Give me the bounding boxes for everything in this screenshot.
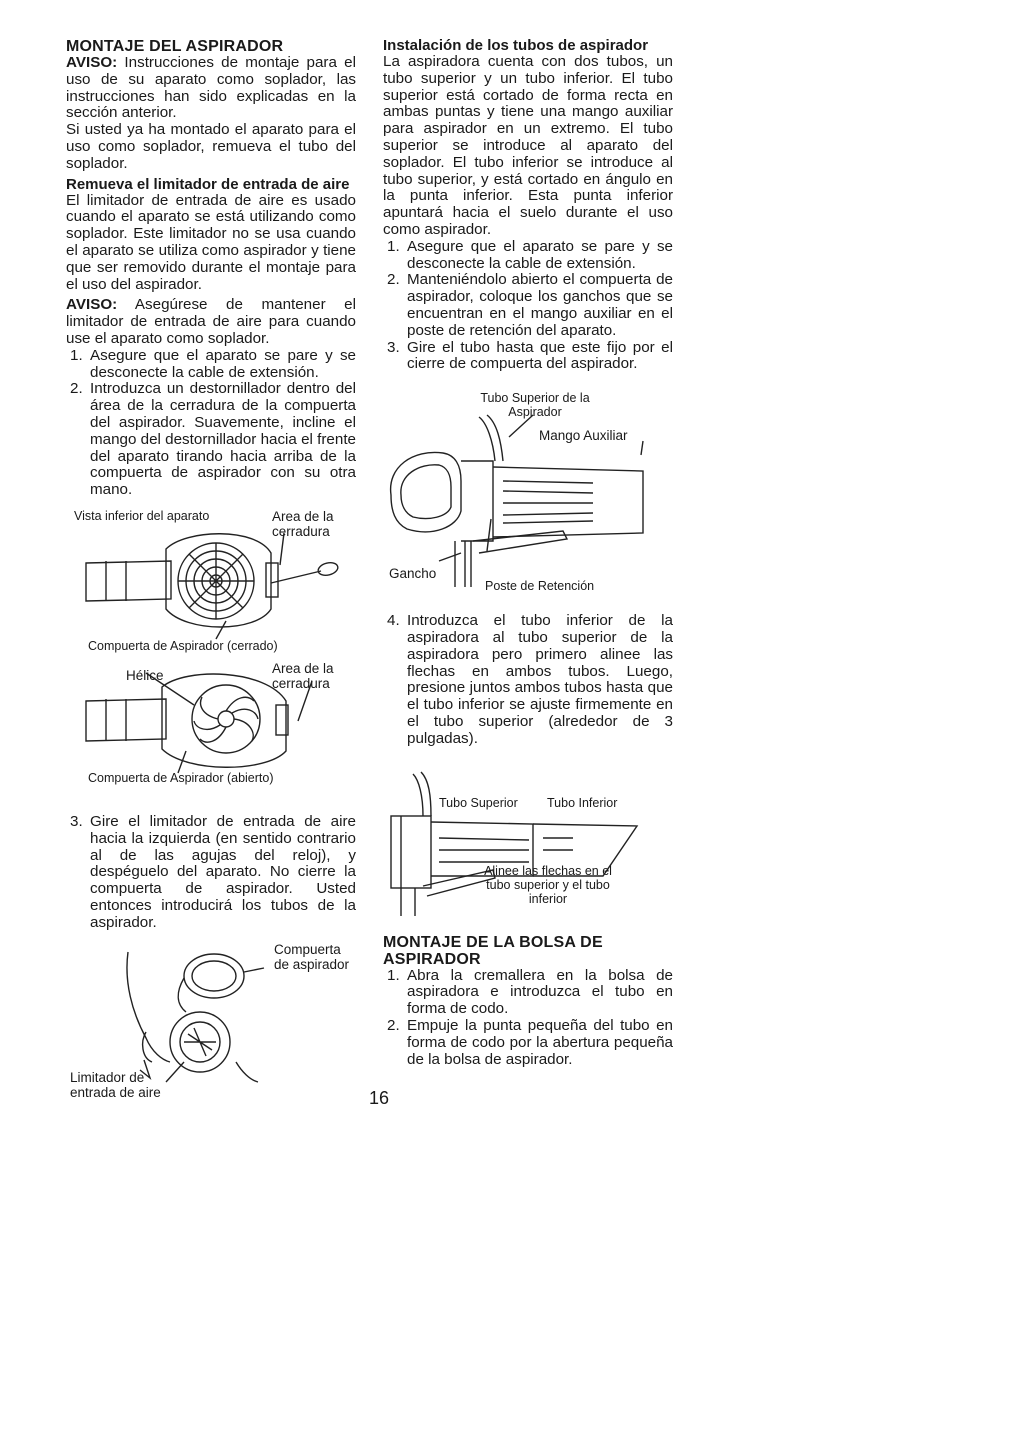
figure-label-tubo-superior: Tubo Superior de la Aspirador xyxy=(480,391,590,420)
right-column xyxy=(383,38,673,1068)
aviso-paragraph-1 xyxy=(66,55,356,122)
list-item: 2. Introduzca un destornillador dentro del área de la cerradura de la compuerta del aspirador. Suavemente, incline el mango del destornillador hacia el frente del aparato tirando hacia arriba de la compuerta de aspirador con su otra mano. xyxy=(70,380,356,499)
aviso-label: AVISO: xyxy=(66,54,118,71)
aviso-label: AVISO: xyxy=(66,296,118,314)
figure-limitador xyxy=(66,942,356,1102)
tubo-superior-illustration xyxy=(383,391,673,587)
figure-caption: Compuerta de Aspirador (abierto) xyxy=(88,770,274,785)
aviso-text: Asegúrese de mantener el limitador de entrada de aire para cuando use el aparato como soplador. xyxy=(66,296,356,347)
figure-compuerta-cerrado xyxy=(66,509,356,657)
list-item: 2. Empuje la punta pequeña del tubo en forma de codo por la abertura pequeña de la bolsa de aspirador. xyxy=(387,1016,673,1068)
section-title-montaje: MONTAJE DEL ASPIRADOR xyxy=(66,38,284,55)
steps-list-right-2 xyxy=(383,613,673,747)
figure-tubo-superior xyxy=(383,391,673,594)
figure-label-flechas: Alinee las flechas en el tubo superior y el tubo inferior xyxy=(484,863,612,906)
list-item: 2. Manteniéndolo abierto el compuerta de aspirador, coloque los ganchos que se encuentran en el mango auxiliar en el poste de retención del aparato. xyxy=(387,271,673,339)
left-column xyxy=(66,38,356,1102)
figure-compuerta-abierto xyxy=(66,661,356,786)
subtitle-remueva-limitador: Remueva el limitador de entrada de aire xyxy=(66,175,350,193)
figure-caption: Compuerta de Aspirador (cerrado) xyxy=(88,638,278,653)
steps-list-right xyxy=(383,239,673,373)
figure-label-vista: Vista inferior del aparato xyxy=(74,508,210,523)
aviso-paragraph-2 xyxy=(66,297,356,347)
figure-alinear-tubos xyxy=(383,766,673,916)
list-item: 4. Introduzca el tubo inferior de la aspiradora al tubo superior de la aspiradora pero primero alinee las flechas en ambos tubos. Luego, presione juntos ambos tubos hasta que el tubo inferior se ajuste firmemente en el tubo superior (alrededor de 3 pulgadas). xyxy=(387,612,673,747)
list-item: 1. Asegure que el aparato se pare y se desconecte la cable de extensión. xyxy=(387,237,673,272)
figure-label-gancho: Gancho xyxy=(389,566,437,582)
figure-label-mango: Mango Auxiliar xyxy=(539,428,628,444)
figure-label-limitador: Limitador de entrada de aire xyxy=(70,1069,161,1100)
figure-label-compuerta: Compuerta de aspirador xyxy=(274,941,350,972)
paragraph-tubos: La aspiradora cuenta con dos tubos, un tubo superior y un tubo inferior. El tubo superior está cortado de forma recta en ambas puntas y tiene una mango auxiliar para aspirador en un extremo. El tubo superior se introduce al aparato del soplador. El tubo inferior se introduce al tubo superior, y está cortado en ángulo en la punta inferior. Esta punta inferior apuntará hacia el suelo durante el uso como aspirador. xyxy=(383,53,673,238)
paragraph-limitador: El limitador de entrada de aire es usado cuando el aparato se está utilizando como soplador. Este limitador no se usa cuando el aparato se utiliza como aspirador y tiene que ser removido durante el montaje para el uso del aspirador. xyxy=(66,191,356,293)
steps-list-left-2 xyxy=(66,814,356,932)
figure-label-poste: Poste de Retención xyxy=(485,579,595,594)
paragraph-ya-montado: Si usted ya ha montado el aparato para el uso como soplador, remueva el tubo del soplador. xyxy=(66,121,356,172)
steps-list-bolsa xyxy=(383,968,673,1069)
section-title-bolsa: MONTAJE DE LA BOLSA DE ASPIRADOR xyxy=(383,933,603,968)
list-item: 1. Asegure que el aparato se pare y se desconecte la cable de extensión. xyxy=(70,346,356,381)
figure-label-area: Area de la cerradura xyxy=(272,508,334,539)
list-item: 1. Abra la cremallera en la bolsa de aspiradora e introduzca el tubo en forma de codo. xyxy=(387,966,673,1018)
steps-list-left xyxy=(66,348,356,499)
list-item: 3. Gire el limitador de entrada de aire hacia la izquierda (en sentido contrario al de las agujas del reloj), y despéguelo del aparato. No cierre la compuerta de aspirador. Usted entonces introducirá los tubos de la aspirador. xyxy=(70,812,356,931)
figure-label-area: Area de la cerradura xyxy=(272,660,334,691)
list-item: 3. Gire el tubo hasta que este fijo por el cierre de compuerta del aspirador. xyxy=(387,338,673,373)
figure-label-tubo-inferior: Tubo Inferior xyxy=(547,795,618,810)
figure-label-helice: Hélice xyxy=(126,667,164,683)
page-number: 16 xyxy=(369,1088,390,1108)
aviso-text: Instrucciones de montaje para el uso de su aparato como soplador, las instrucciones han sido explicadas en la sección anterior. xyxy=(66,54,356,122)
section-title-instalacion: Instalación de los tubos de aspirador xyxy=(383,37,649,54)
figure-label-tubo-superior: Tubo Superior xyxy=(439,795,518,810)
